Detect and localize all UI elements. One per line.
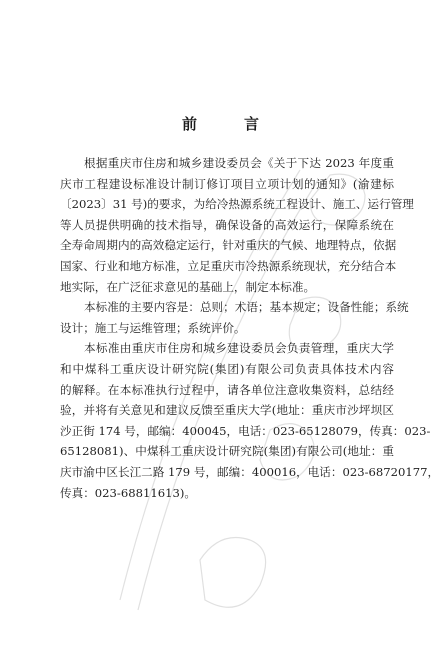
text-line: 传真：023-68811613)。	[60, 485, 196, 500]
text-line: 全寿命周期内的高效稳定运行，针对重庆的气候、地理特点，依据	[60, 238, 397, 253]
text-line: 的解释。在本标准执行过程中，请各单位注意收集资料，总结经	[60, 382, 394, 397]
text-line: 设计；施工与运维管理；系统评价。	[60, 320, 246, 335]
text-line: 根据重庆市住房和城乡建设委员会《关于下达 2023 年度重	[84, 156, 394, 170]
page-title: 前 言	[181, 115, 275, 133]
preface-body	[60, 153, 440, 503]
text-line: 等人员提供明确的技术指导，确保设备的高效运行，保障系统在	[60, 217, 394, 232]
text-line: 庆市工程建设标准设计制订修订项目立项计划的通知》(渝建标	[60, 176, 394, 191]
text-line: 地实际，在广泛征求意见的基础上，制定本标准。	[60, 279, 316, 294]
text-line: 国家、行业和地方标准，立足重庆市冷热源系统现状，充分结合本	[60, 258, 397, 273]
text-line: 本标准由重庆市住房和城乡建设委员会负责管理，重庆大学	[84, 341, 394, 356]
text-line: 本标准的主要内容是：总则；术语；基本规定；设备性能；系统	[84, 300, 409, 315]
text-line: 〔2023〕31 号)的要求，为给冷热源系统工程设计、施工、运行管理	[60, 197, 414, 212]
text-line: 65128081)、中煤科工重庆设计研究院(集团)有限公司(地址：重	[60, 444, 394, 459]
text-line: 和中煤科工重庆设计研究院(集团)有限公司负责具体技术内容	[60, 361, 394, 376]
text-line: 沙正街 174 号，邮编：400045，电话：023-65128079，传真：023-	[60, 423, 431, 438]
paragraph-compilation-basis	[60, 153, 414, 297]
text-line: 验，并将有关意见和建议反馈至重庆大学(地址：重庆市沙坪坝区	[60, 403, 394, 418]
paragraph-main-contents	[60, 297, 409, 338]
text-line: 庆市渝中区长江二路 179 号，邮编：400016，电话：023-68720177，	[60, 464, 440, 479]
paragraph-management-contact	[60, 338, 440, 503]
